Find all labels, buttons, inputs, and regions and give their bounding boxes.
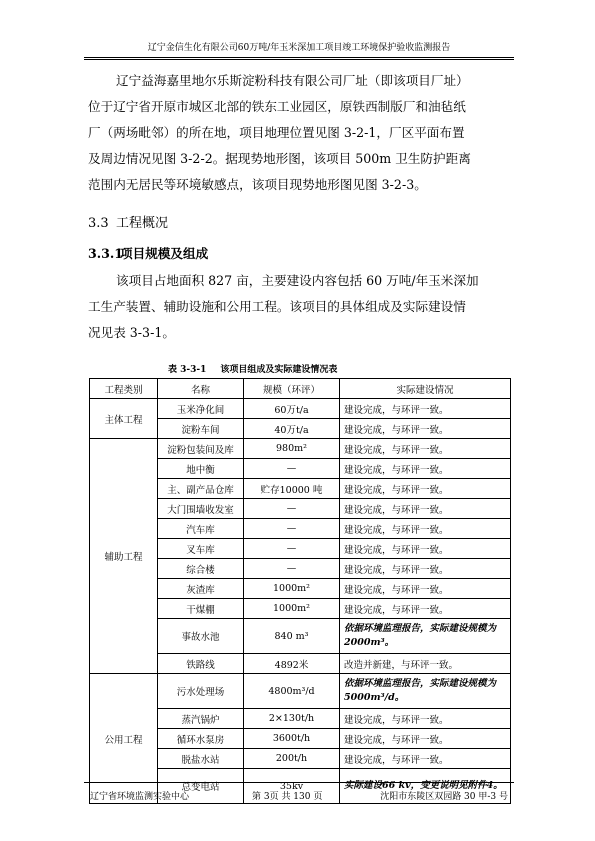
cell-scale: — xyxy=(244,559,340,579)
cell-scale: 40万t/a xyxy=(244,419,340,439)
scale-paragraph xyxy=(88,268,518,346)
cell-status: 建设完成，与环评一致。 xyxy=(340,459,511,479)
cell-status: 建设完成，与环评一致。 xyxy=(340,709,511,729)
cell-scale: 3600t/h xyxy=(244,729,340,749)
intro-line: 及周边情况见图 3-2-2。据现势地形图，该项目 500m 卫生防护距离 xyxy=(88,151,471,166)
cell-scale: 2×130t/h xyxy=(244,709,340,729)
cell-status: 建设完成，与环评一致。 xyxy=(340,399,511,419)
cell-status: 建设完成，与环评一致。 xyxy=(340,499,511,519)
cell-status: 建设完成，与环评一致。 xyxy=(340,599,511,619)
section-number: 3.3 xyxy=(88,216,109,231)
cell-status: 依据环境监理报告，实际建设规模为5000m³/d。 xyxy=(340,674,511,709)
cell-name: 铁路线 xyxy=(158,654,244,674)
header-status: 实际建设情况 xyxy=(340,379,511,399)
cell-scale: — xyxy=(244,499,340,519)
cell-name: 汽车库 xyxy=(158,519,244,539)
intro-line: 位于辽宁省开原市城区北部的铁东工业园区，原铁西制版厂和油毡纸 xyxy=(88,99,466,114)
cell-status: 建设完成，与环评一致。 xyxy=(340,419,511,439)
cell-name: 综合楼 xyxy=(158,559,244,579)
cell-name: 地中衡 xyxy=(158,459,244,479)
table-row xyxy=(90,399,511,419)
table-row xyxy=(90,439,511,459)
cell-name: 蒸汽锅炉 xyxy=(158,709,244,729)
cell-name: 脱盐水站 xyxy=(158,749,244,769)
cell-status: 建设完成，与环评一致。 xyxy=(340,479,511,499)
footer-page-number: 第 3页 共 130 页 xyxy=(252,792,323,802)
page-header xyxy=(84,40,514,58)
cell-scale: 35kv xyxy=(244,769,340,804)
cell-scale: — xyxy=(244,459,340,479)
table-caption-title: 该项目组成及实际建设情况表 xyxy=(220,365,338,375)
table-caption xyxy=(168,362,337,375)
page-footer xyxy=(84,782,514,802)
subsection-heading xyxy=(88,243,208,262)
intro-line: 范围内无居民等环境敏感点，该项目现势地形图见图 3-2-3。 xyxy=(88,177,427,192)
cell-category: 公用工程 xyxy=(90,674,158,804)
section-title: 工程概况 xyxy=(116,216,169,231)
header-title: 辽宁金信生化有限公司60万吨/年玉米深加工项目竣工环境保护验收监测报告 xyxy=(147,43,451,53)
cell-name: 事故水池 xyxy=(158,619,244,654)
table-row xyxy=(90,674,511,709)
scale-line: 况见表 3-3-1。 xyxy=(88,325,175,340)
header-category: 工程类别 xyxy=(90,379,158,399)
cell-name: 主、副产品仓库 xyxy=(158,479,244,499)
cell-status: 建设完成，与环评一致。 xyxy=(340,539,511,559)
cell-status: 依据环境监理报告，实际建设规模为2000m³。 xyxy=(340,619,511,654)
cell-name: 叉车库 xyxy=(158,539,244,559)
table-caption-number: 表 3-3-1 xyxy=(168,365,207,375)
footer-address: 沈阳市东陵区双园路 30 甲-3 号 xyxy=(380,792,508,802)
cell-scale: 60万t/a xyxy=(244,399,340,419)
cell-name: 污水处理场 xyxy=(158,674,244,709)
cell-status: 改造并新建，与环评一致。 xyxy=(340,654,511,674)
cell-status: 建设完成，与环评一致。 xyxy=(340,559,511,579)
cell-scale: — xyxy=(244,519,340,539)
cell-scale: 4892米 xyxy=(244,654,340,674)
cell-status: 建设完成，与环评一致。 xyxy=(340,749,511,769)
cell-status: 建设完成，与环评一致。 xyxy=(340,519,511,539)
scale-line: 该项目占地面积 827 亩，主要建设内容包括 60 万吨/年玉米深加 xyxy=(116,273,479,288)
intro-line: 辽宁益海嘉里地尔乐斯淀粉科技有限公司厂址（即该项目厂址） xyxy=(116,73,469,88)
footer-organization: 辽宁省环境监测实验中心 xyxy=(90,792,190,802)
table-body xyxy=(90,399,511,804)
cell-name: 大门围墙收发室 xyxy=(158,499,244,519)
cell-status: 建设完成，与环评一致。 xyxy=(340,579,511,599)
subsection-number: 3.3.1 xyxy=(88,246,124,261)
cell-name: 玉米净化间 xyxy=(158,399,244,419)
intro-line: 厂（两场毗邻）的所在地，项目地理位置见图 3-2-1，厂区平面布置 xyxy=(88,125,465,140)
header-scale: 规模（环评） xyxy=(244,379,340,399)
header-name: 名称 xyxy=(158,379,244,399)
subsection-title: 项目规模及组成 xyxy=(120,246,209,261)
cell-name: 循环水泵房 xyxy=(158,729,244,749)
cell-category: 辅助工程 xyxy=(90,439,158,674)
cell-name: 淀粉包装间及库 xyxy=(158,439,244,459)
cell-category: 主体工程 xyxy=(90,399,158,439)
intro-paragraph xyxy=(88,68,518,198)
cell-scale: 4800m³/d xyxy=(244,674,340,709)
scale-line: 工生产装置、辅助设施和公用工程。该项目的具体组成及实际建设情 xyxy=(88,299,466,314)
cell-status: 建设完成，与环评一致。 xyxy=(340,439,511,459)
cell-scale: 1000m² xyxy=(244,599,340,619)
cell-scale: 200t/h xyxy=(244,749,340,769)
project-composition-table xyxy=(89,378,511,804)
table-header-row xyxy=(90,379,511,399)
cell-scale: — xyxy=(244,539,340,559)
cell-name: 灰渣库 xyxy=(158,579,244,599)
cell-name: 淀粉车间 xyxy=(158,419,244,439)
section-heading xyxy=(88,212,168,231)
cell-scale: 1000m² xyxy=(244,579,340,599)
cell-name: 干煤棚 xyxy=(158,599,244,619)
cell-status: 实际建设66 kv，变更说明见附件4。 xyxy=(340,769,511,804)
cell-scale: 980m² xyxy=(244,439,340,459)
cell-scale: 贮存10000 吨 xyxy=(244,479,340,499)
cell-scale: 840 m³ xyxy=(244,619,340,654)
cell-status: 建设完成，与环评一致。 xyxy=(340,729,511,749)
cell-name: 总变电站 xyxy=(158,769,244,804)
